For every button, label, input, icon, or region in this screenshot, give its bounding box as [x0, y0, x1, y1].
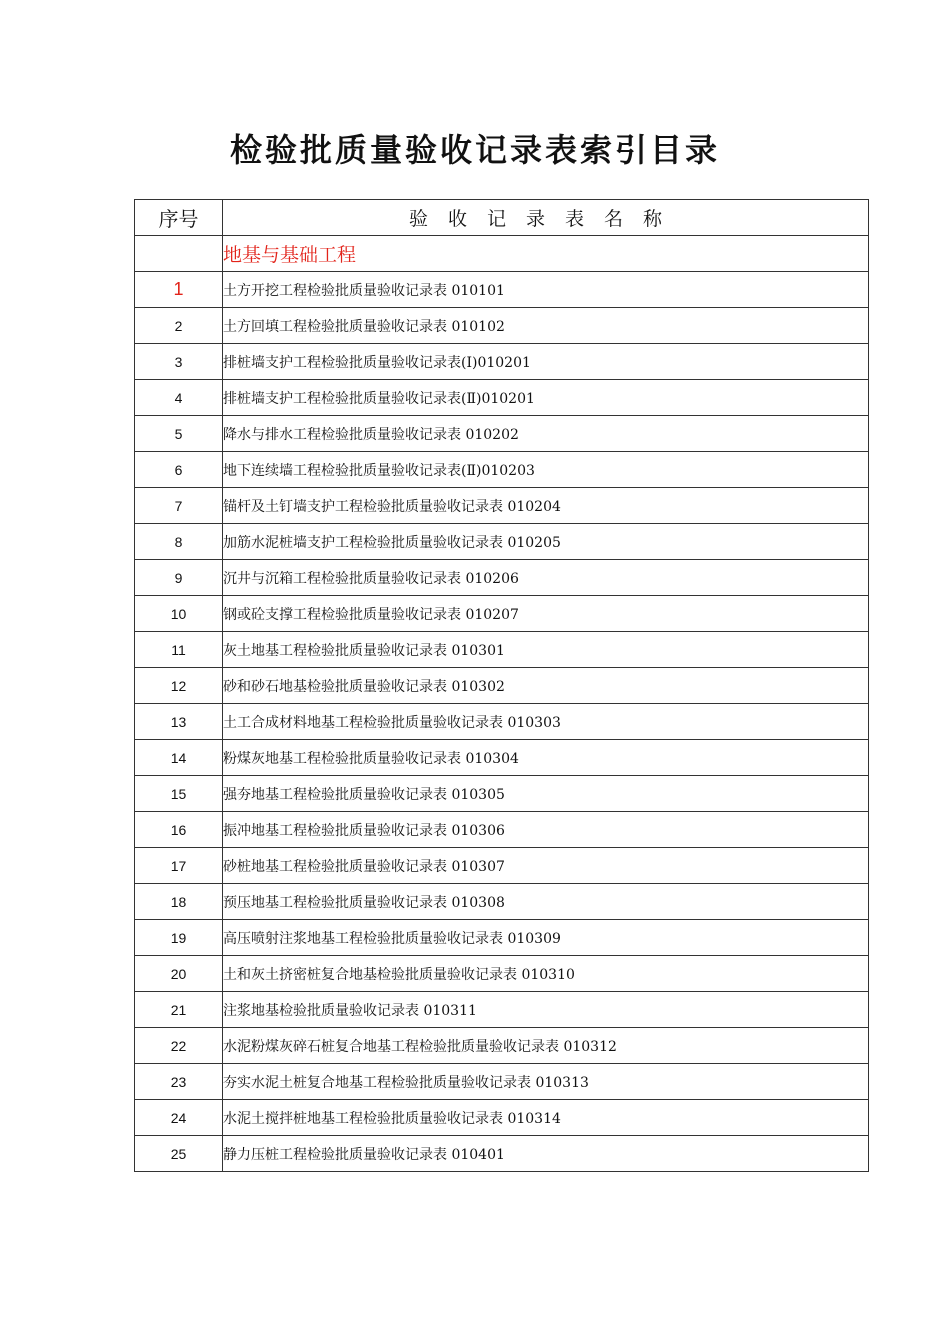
row-record-name: 排桩墙支护工程检验批质量验收记录表(Ⅱ)010201: [223, 380, 869, 416]
header-name: 验收记录表名称: [223, 200, 869, 236]
table-row: [135, 1100, 869, 1136]
row-number: 3: [135, 344, 223, 380]
row-number: 16: [135, 812, 223, 848]
table-row: [135, 524, 869, 560]
row-number: 9: [135, 560, 223, 596]
table-row: [135, 272, 869, 308]
row-number: 7: [135, 488, 223, 524]
table-row: [135, 380, 869, 416]
row-record-name: 水泥土搅拌桩地基工程检验批质量验收记录表 010314: [223, 1100, 869, 1136]
row-record-name: 注浆地基检验批质量验收记录表 010311: [223, 992, 869, 1028]
row-number: 14: [135, 740, 223, 776]
row-number: 25: [135, 1136, 223, 1172]
row-record-name: 夯实水泥土桩复合地基工程检验批质量验收记录表 010313: [223, 1064, 869, 1100]
row-record-name: 锚杆及土钉墙支护工程检验批质量验收记录表 010204: [223, 488, 869, 524]
header-serial: 序号: [135, 200, 223, 236]
section-serial-cell: [135, 236, 223, 272]
header-row: [135, 200, 869, 236]
row-number: 20: [135, 956, 223, 992]
row-number: 6: [135, 452, 223, 488]
row-number: 23: [135, 1064, 223, 1100]
table-row: [135, 812, 869, 848]
page-title: 检验批质量验收记录表索引目录: [229, 131, 720, 169]
row-record-name: 砂和砂石地基检验批质量验收记录表 010302: [223, 668, 869, 704]
table-row: [135, 632, 869, 668]
table-row: [135, 452, 869, 488]
row-record-name: 强夯地基工程检验批质量验收记录表 010305: [223, 776, 869, 812]
table-row: [135, 992, 869, 1028]
table-row: [135, 488, 869, 524]
table-row: [135, 416, 869, 452]
row-record-name: 粉煤灰地基工程检验批质量验收记录表 010304: [223, 740, 869, 776]
row-number: 19: [135, 920, 223, 956]
row-number: 1: [135, 272, 223, 308]
row-number: 15: [135, 776, 223, 812]
table-row: [135, 776, 869, 812]
table-row: [135, 1136, 869, 1172]
table-row: [135, 848, 869, 884]
row-record-name: 排桩墙支护工程检验批质量验收记录表(Ⅰ)010201: [223, 344, 869, 380]
row-record-name: 地下连续墙工程检验批质量验收记录表(Ⅱ)010203: [223, 452, 869, 488]
row-record-name: 砂桩地基工程检验批质量验收记录表 010307: [223, 848, 869, 884]
index-table: [134, 199, 869, 1172]
table-row: [135, 668, 869, 704]
table-row: [135, 956, 869, 992]
row-record-name: 土方回填工程检验批质量验收记录表 010102: [223, 308, 869, 344]
table-row: [135, 1064, 869, 1100]
row-record-name: 土方开挖工程检验批质量验收记录表 010101: [223, 272, 869, 308]
row-record-name: 土和灰土挤密桩复合地基检验批质量验收记录表 010310: [223, 956, 869, 992]
row-record-name: 水泥粉煤灰碎石桩复合地基工程检验批质量验收记录表 010312: [223, 1028, 869, 1064]
row-record-name: 高压喷射注浆地基工程检验批质量验收记录表 010309: [223, 920, 869, 956]
section-title: 地基与基础工程: [223, 236, 869, 272]
row-number: 24: [135, 1100, 223, 1136]
table-row: [135, 740, 869, 776]
row-record-name: 静力压桩工程检验批质量验收记录表 010401: [223, 1136, 869, 1172]
row-number: 4: [135, 380, 223, 416]
row-number: 2: [135, 308, 223, 344]
table-row: [135, 1028, 869, 1064]
row-record-name: 降水与排水工程检验批质量验收记录表 010202: [223, 416, 869, 452]
row-record-name: 加筋水泥桩墙支护工程检验批质量验收记录表 010205: [223, 524, 869, 560]
row-record-name: 振冲地基工程检验批质量验收记录表 010306: [223, 812, 869, 848]
table-row: [135, 920, 869, 956]
table-row: [135, 308, 869, 344]
row-record-name: 钢或砼支撑工程检验批质量验收记录表 010207: [223, 596, 869, 632]
row-number: 18: [135, 884, 223, 920]
row-number: 5: [135, 416, 223, 452]
table-row: [135, 884, 869, 920]
table-row: [135, 704, 869, 740]
table-row: [135, 560, 869, 596]
row-record-name: 土工合成材料地基工程检验批质量验收记录表 010303: [223, 704, 869, 740]
row-number: 8: [135, 524, 223, 560]
row-number: 21: [135, 992, 223, 1028]
row-number: 10: [135, 596, 223, 632]
table-row: [135, 596, 869, 632]
row-number: 17: [135, 848, 223, 884]
row-number: 22: [135, 1028, 223, 1064]
row-number: 11: [135, 632, 223, 668]
row-record-name: 沉井与沉箱工程检验批质量验收记录表 010206: [223, 560, 869, 596]
table-row: [135, 344, 869, 380]
row-record-name: 预压地基工程检验批质量验收记录表 010308: [223, 884, 869, 920]
row-record-name: 灰土地基工程检验批质量验收记录表 010301: [223, 632, 869, 668]
section-row: [135, 236, 869, 272]
row-number: 12: [135, 668, 223, 704]
row-number: 13: [135, 704, 223, 740]
